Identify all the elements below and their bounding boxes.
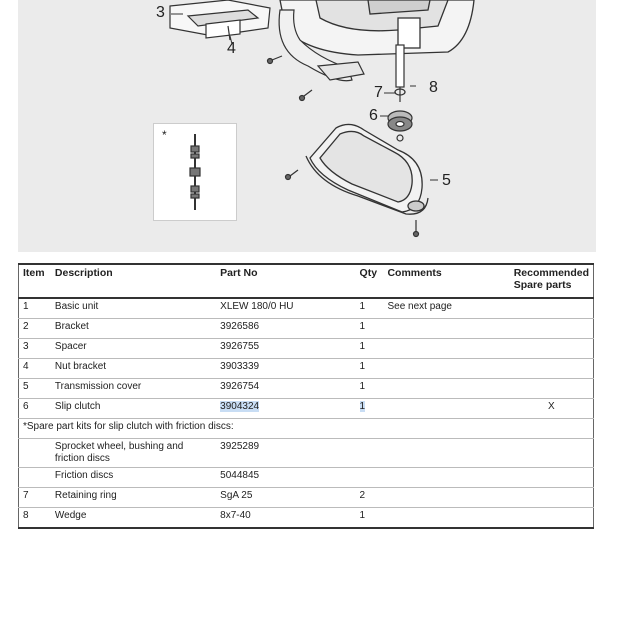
cell-comments xyxy=(383,439,509,468)
cell-description: Sprocket wheel, bushing and friction discs xyxy=(51,439,216,468)
cell-comments xyxy=(383,399,509,419)
cell-part-no: 3926586 xyxy=(216,319,355,339)
cell-item: 7 xyxy=(19,488,51,508)
inset-marker: * xyxy=(162,128,167,142)
cell-part-no: 3925289 xyxy=(216,439,355,468)
cell-qty: 2 xyxy=(356,488,384,508)
cell-qty: 1 xyxy=(356,298,384,319)
inset-shaft-drawing xyxy=(154,124,236,220)
cell-comments xyxy=(383,508,509,529)
cell-qty: 1 xyxy=(356,508,384,529)
cell-part-no: 8x7-40 xyxy=(216,508,355,529)
table-row xyxy=(19,508,594,529)
cell-description: Nut bracket xyxy=(51,359,216,379)
cell-description: Wedge xyxy=(51,508,216,529)
cell-recommended xyxy=(510,379,594,399)
cell-description: Friction discs xyxy=(51,468,216,488)
cell-part-no: XLEW 180/0 HU xyxy=(216,298,355,319)
cell-qty: 1 xyxy=(356,339,384,359)
header-item: Item xyxy=(19,264,51,298)
cell-part-no: 5044845 xyxy=(216,468,355,488)
callout-8: 8 xyxy=(429,79,438,96)
cell-qty: 1 xyxy=(356,359,384,379)
header-recommended: Recommended Spare parts xyxy=(510,264,594,298)
cell-qty: 1 xyxy=(356,379,384,399)
cell-qty-highlighted[interactable] xyxy=(356,399,384,419)
cell-comments xyxy=(383,319,509,339)
shaft-part xyxy=(396,45,404,102)
table-note-row xyxy=(19,419,594,439)
cell-recommended: X xyxy=(510,399,594,419)
cell-part-no: 3903339 xyxy=(216,359,355,379)
slip-clutch-part xyxy=(388,111,412,141)
cell-comments xyxy=(383,339,509,359)
table-row xyxy=(19,298,594,319)
cell-item xyxy=(19,439,51,468)
cell-description: Transmission cover xyxy=(51,379,216,399)
table-row xyxy=(19,359,594,379)
spare-kit-note: *Spare part kits for slip clutch with friction discs: xyxy=(19,419,594,439)
cell-comments: See next page xyxy=(383,298,509,319)
header-description: Description xyxy=(51,264,216,298)
transmission-cover-part xyxy=(306,124,428,214)
exploded-view-drawing xyxy=(18,0,596,252)
cell-part-no: 3926754 xyxy=(216,379,355,399)
cell-comments xyxy=(383,359,509,379)
exploded-view-svg xyxy=(18,0,596,252)
table-row xyxy=(19,488,594,508)
cell-description: Spacer xyxy=(51,339,216,359)
slip-clutch-inset xyxy=(153,123,237,221)
table-row xyxy=(19,379,594,399)
cell-item: 1 xyxy=(19,298,51,319)
cell-item: 5 xyxy=(19,379,51,399)
highlighted-part-no[interactable]: 3904324 xyxy=(220,401,260,412)
table-row xyxy=(19,439,594,468)
callout-6: 6 xyxy=(369,107,378,124)
callout-3: 3 xyxy=(156,4,165,21)
cell-description: Retaining ring xyxy=(51,488,216,508)
cell-item: 3 xyxy=(19,339,51,359)
cell-part-no: SgA 25 xyxy=(216,488,355,508)
cell-item xyxy=(19,468,51,488)
callout-7: 7 xyxy=(374,84,383,101)
cell-part-no-highlighted[interactable] xyxy=(216,399,355,419)
bracket-part xyxy=(170,0,270,40)
cell-recommended xyxy=(510,439,594,468)
cell-item: 4 xyxy=(19,359,51,379)
highlighted-qty[interactable]: 1 xyxy=(359,401,366,412)
table-row xyxy=(19,319,594,339)
header-qty: Qty xyxy=(356,264,384,298)
cell-recommended xyxy=(510,298,594,319)
housing-part xyxy=(280,0,474,55)
cell-part-no: 3926755 xyxy=(216,339,355,359)
cell-recommended xyxy=(510,488,594,508)
cell-qty: 1 xyxy=(356,319,384,339)
table-row xyxy=(19,339,594,359)
cell-recommended xyxy=(510,359,594,379)
header-comments: Comments xyxy=(383,264,509,298)
table-header-row xyxy=(19,264,594,298)
cell-item: 2 xyxy=(19,319,51,339)
cell-comments xyxy=(383,379,509,399)
table-row xyxy=(19,468,594,488)
callout-5: 5 xyxy=(442,172,451,189)
parts-table xyxy=(18,263,594,529)
cell-comments xyxy=(383,468,509,488)
cell-recommended xyxy=(510,339,594,359)
callout-4: 4 xyxy=(227,40,236,57)
cell-item: 6 xyxy=(19,399,51,419)
cell-description: Slip clutch xyxy=(51,399,216,419)
cell-recommended xyxy=(510,468,594,488)
cell-description: Bracket xyxy=(51,319,216,339)
header-part-no: Part No xyxy=(216,264,355,298)
cell-qty xyxy=(356,468,384,488)
cell-comments xyxy=(383,488,509,508)
cell-qty xyxy=(356,439,384,468)
cell-recommended xyxy=(510,508,594,529)
cell-item: 8 xyxy=(19,508,51,529)
cell-description: Basic unit xyxy=(51,298,216,319)
table-row-selected xyxy=(19,399,594,419)
cell-recommended xyxy=(510,319,594,339)
